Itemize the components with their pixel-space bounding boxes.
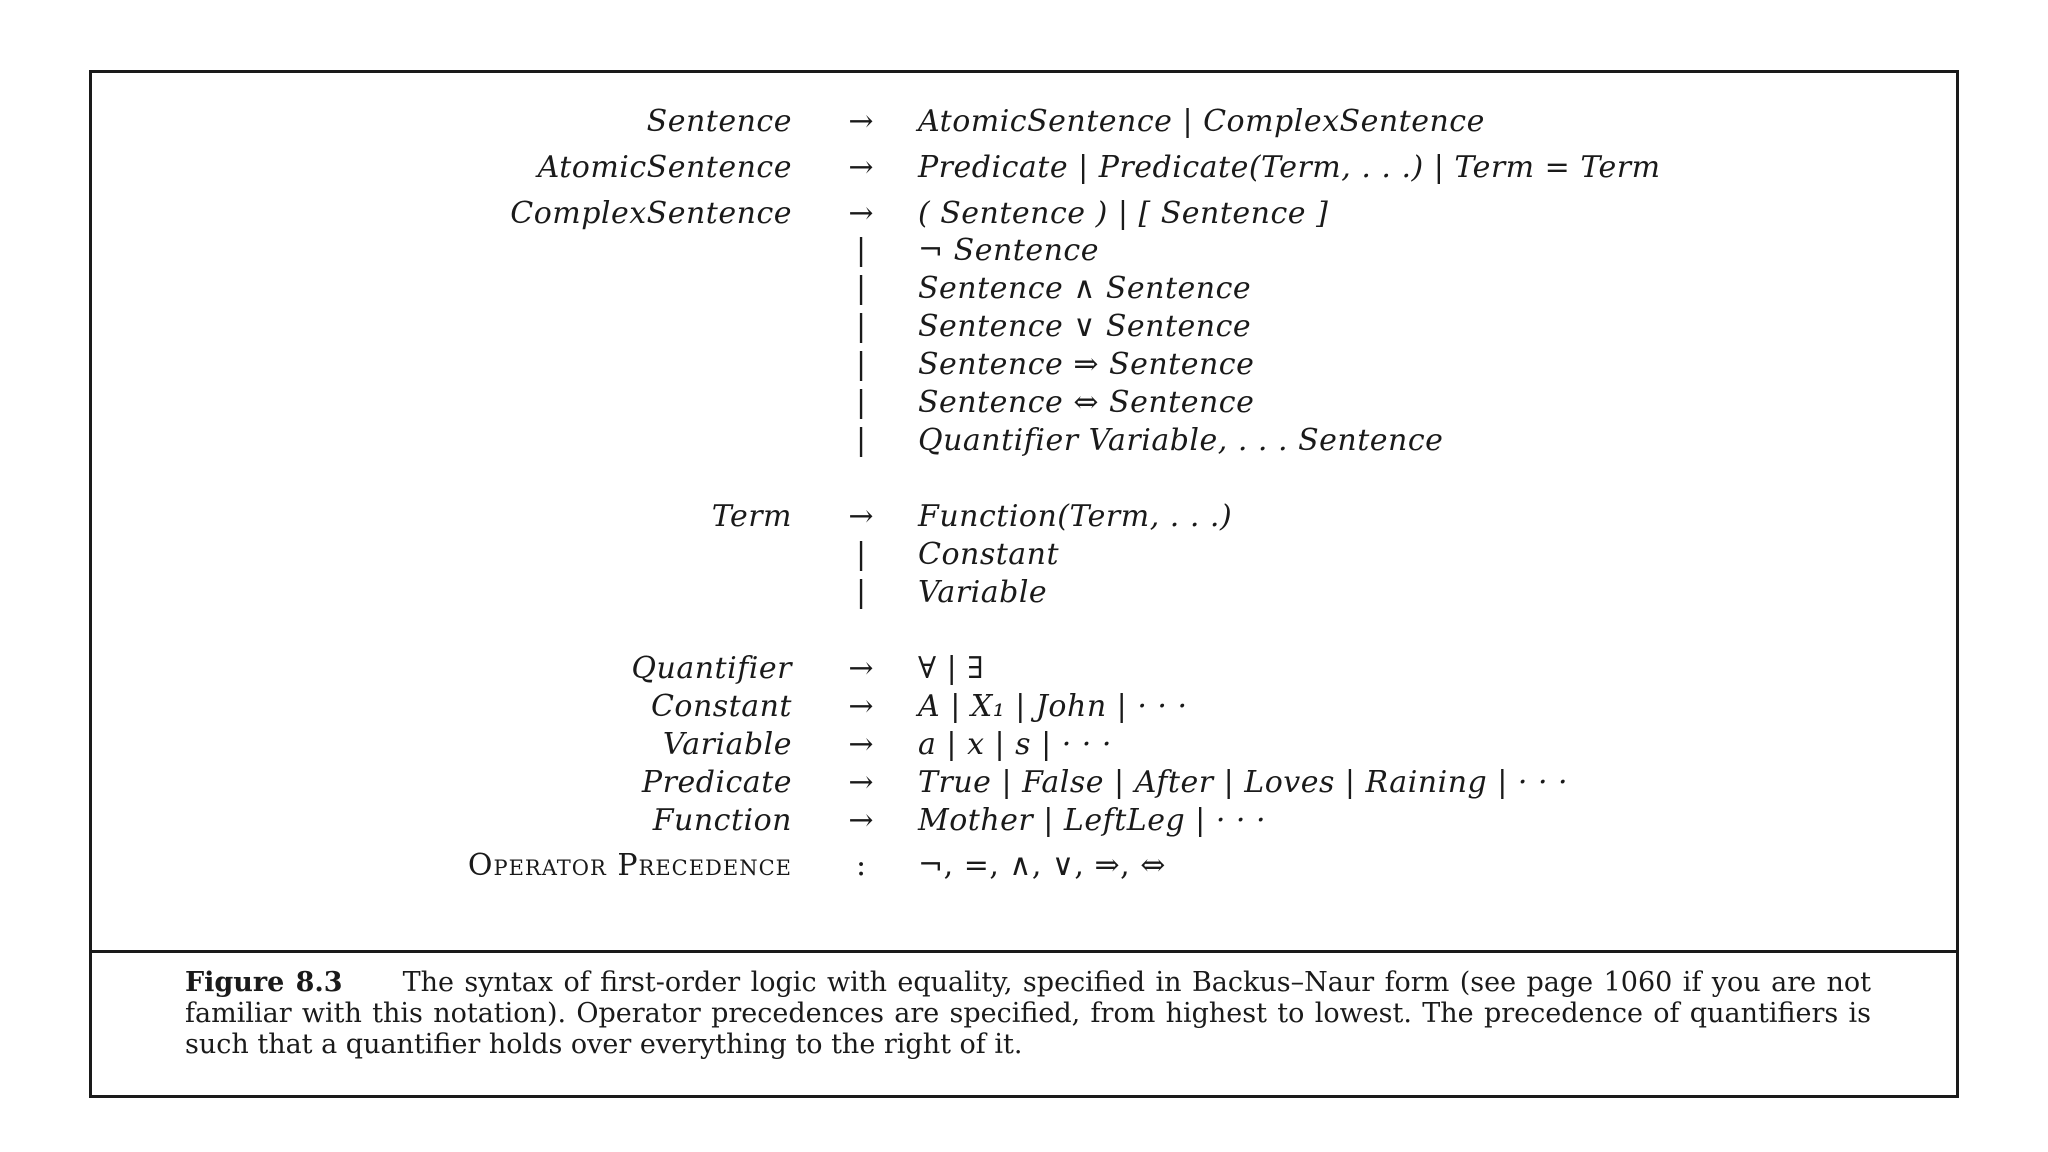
alternative-bar: | bbox=[855, 423, 867, 458]
grammar-row-alternative bbox=[92, 270, 1956, 308]
production-arrow: → bbox=[848, 196, 874, 231]
alternative-bar: | bbox=[855, 271, 867, 306]
production-arrow: → bbox=[848, 104, 874, 139]
grammar-row-function bbox=[92, 802, 1956, 840]
grammar-rhs: AtomicSentence | ComplexSentence bbox=[918, 104, 1485, 139]
grammar-lhs: Constant bbox=[650, 689, 792, 724]
grammar-lhs: ComplexSentence bbox=[510, 196, 792, 231]
grammar-rhs: ¬, =, ∧, ∨, ⇒, ⇔ bbox=[918, 848, 1166, 883]
grammar-rhs: Mother | LeftLeg | · · · bbox=[918, 803, 1267, 838]
grammar-rhs: ∀ | ∃ bbox=[918, 651, 985, 686]
grammar-row-alternative bbox=[92, 536, 1956, 574]
grammar-row-complex-sentence bbox=[92, 195, 1956, 233]
grammar-rhs: Function(Term, . . .) bbox=[918, 499, 1233, 534]
grammar-row-alternative bbox=[92, 574, 1956, 612]
grammar-rhs: Sentence ∨ Sentence bbox=[918, 309, 1252, 344]
production-arrow: → bbox=[848, 499, 874, 534]
grammar-row-operator-precedence bbox=[92, 847, 1956, 885]
grammar-rhs: A | X₁ | John | · · · bbox=[918, 689, 1188, 724]
alternative-bar: | bbox=[855, 347, 867, 382]
production-arrow: → bbox=[848, 765, 874, 800]
grammar-row-quantifier bbox=[92, 650, 1956, 688]
grammar-rhs: ( Sentence ) | [ Sentence ] bbox=[918, 196, 1329, 231]
grammar-rhs: Variable bbox=[918, 575, 1048, 610]
grammar-row-constant bbox=[92, 688, 1956, 726]
grammar-row-alternative bbox=[92, 308, 1956, 346]
grammar-row-atomic-sentence bbox=[92, 149, 1956, 187]
grammar-lhs: Quantifier bbox=[631, 651, 792, 686]
grammar-lhs: Operator Precedence bbox=[467, 848, 792, 883]
grammar-row-predicate bbox=[92, 764, 1956, 802]
caption-divider bbox=[92, 950, 1956, 953]
alternative-bar: | bbox=[855, 309, 867, 344]
grammar-lhs: Function bbox=[652, 803, 792, 838]
grammar-lhs: Sentence bbox=[646, 104, 792, 139]
figure-caption bbox=[185, 967, 1871, 1060]
bnf-grammar bbox=[92, 73, 1956, 943]
alternative-bar: | bbox=[855, 233, 867, 268]
grammar-row-alternative bbox=[92, 346, 1956, 384]
grammar-row-term bbox=[92, 498, 1956, 536]
production-arrow: → bbox=[848, 150, 874, 185]
grammar-row-variable bbox=[92, 726, 1956, 764]
figure-label: Figure 8.3 bbox=[185, 967, 343, 998]
grammar-rhs: Constant bbox=[918, 537, 1060, 572]
grammar-row-alternative bbox=[92, 384, 1956, 422]
grammar-lhs: Term bbox=[711, 499, 792, 534]
grammar-row-alternative bbox=[92, 422, 1956, 460]
grammar-rhs: Sentence ∧ Sentence bbox=[918, 271, 1252, 306]
grammar-rhs: Sentence ⇔ Sentence bbox=[918, 385, 1255, 420]
grammar-lhs: Predicate bbox=[641, 765, 792, 800]
grammar-row-sentence bbox=[92, 103, 1956, 141]
grammar-row-alternative bbox=[92, 232, 1956, 270]
grammar-rhs: True | False | After | Loves | Raining | · · · bbox=[918, 765, 1569, 800]
production-arrow: → bbox=[848, 803, 874, 838]
production-arrow: → bbox=[848, 651, 874, 686]
grammar-rhs: Quantifier Variable, . . . Sentence bbox=[918, 423, 1444, 458]
grammar-lhs: Variable bbox=[662, 727, 792, 762]
alternative-bar: | bbox=[855, 385, 867, 420]
figure-frame bbox=[89, 70, 1959, 1098]
caption-text: The syntax of first-order logic with equality, specified in Backus–Naur form (see page 1060 if you are not familiar with this notation). Operator precedences are specified, from highest to lowest. The precedence of quantifiers is such that a quantifier holds over everything to the right of it. bbox=[185, 967, 1871, 1060]
grammar-rhs: Sentence ⇒ Sentence bbox=[918, 347, 1255, 382]
grammar-rhs: ¬ Sentence bbox=[918, 233, 1099, 268]
grammar-rhs: Predicate | Predicate(Term, . . .) | Term = Term bbox=[918, 150, 1661, 185]
grammar-lhs: AtomicSentence bbox=[537, 150, 792, 185]
grammar-rhs: a | x | s | · · · bbox=[918, 727, 1112, 762]
production-arrow: → bbox=[848, 689, 874, 724]
production-arrow: → bbox=[848, 727, 874, 762]
alternative-bar: | bbox=[855, 575, 867, 610]
alternative-bar: | bbox=[855, 537, 867, 572]
precedence-colon: : bbox=[855, 848, 867, 883]
